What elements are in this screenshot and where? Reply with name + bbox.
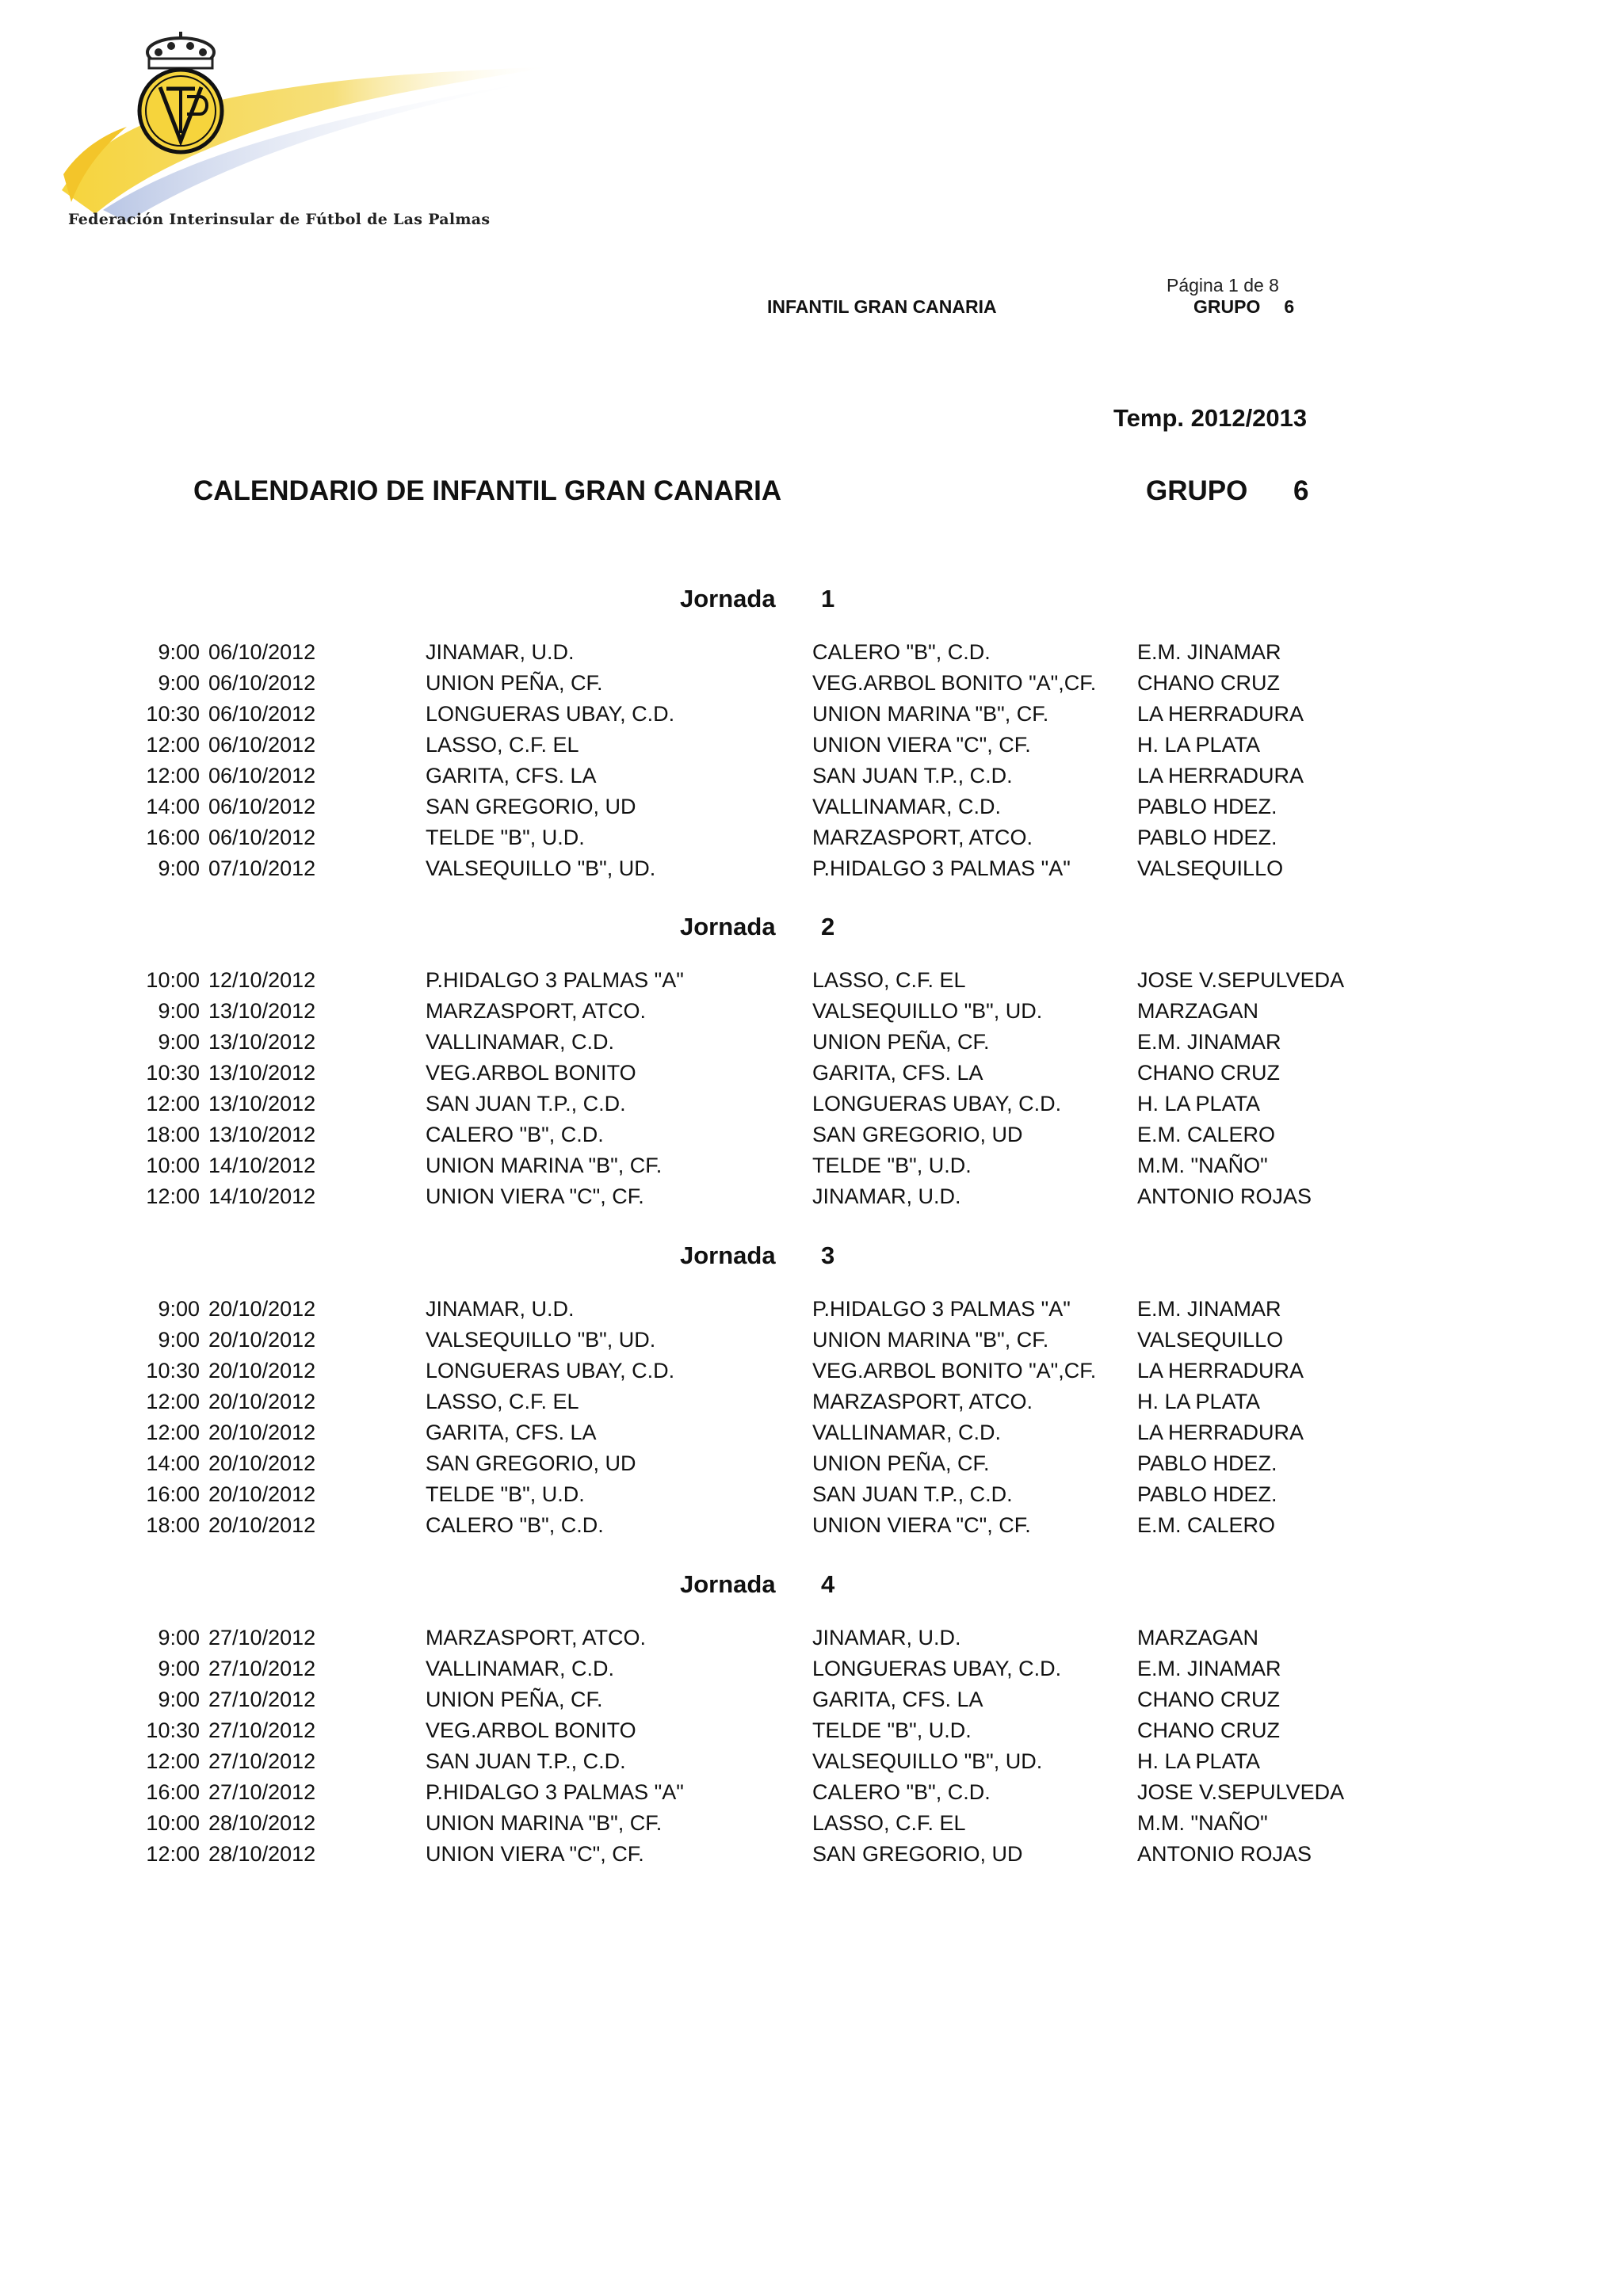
away-team: GARITA, CFS. LA: [812, 1688, 983, 1711]
match-date: 06/10/2012: [208, 733, 316, 757]
match-date: 13/10/2012: [208, 1123, 316, 1146]
away-team: VEG.ARBOL BONITO "A",CF.: [812, 1359, 1097, 1383]
match-time: 10:30: [146, 702, 200, 726]
home-team: SAN GREGORIO, UD: [426, 1451, 636, 1475]
match-venue: H. LA PLATA: [1137, 1092, 1261, 1116]
match-venue: H. LA PLATA: [1137, 1749, 1261, 1773]
match-row: [0, 1482, 1426, 1513]
match-time: 12:00: [146, 764, 200, 788]
match-date: 14/10/2012: [208, 1184, 316, 1208]
match-venue: CHANO CRUZ: [1137, 1688, 1280, 1711]
match-time: 9:00: [158, 1328, 200, 1352]
jornada-number: 1: [821, 585, 835, 612]
match-date: 27/10/2012: [208, 1780, 316, 1804]
match-row: [0, 1513, 1426, 1544]
match-row: [0, 968, 1426, 999]
away-team: VALSEQUILLO "B", UD.: [812, 999, 1043, 1023]
match-time: 9:00: [158, 999, 200, 1023]
match-time: 9:00: [158, 1297, 200, 1321]
page-title: CALENDARIO DE INFANTIL GRAN CANARIA: [193, 475, 782, 506]
home-team: GARITA, CFS. LA: [426, 1421, 597, 1444]
match-date: 28/10/2012: [208, 1811, 316, 1835]
match-venue: PABLO HDEZ.: [1137, 826, 1277, 849]
match-row: [0, 1451, 1426, 1482]
match-date: 27/10/2012: [208, 1688, 316, 1711]
home-team: P.HIDALGO 3 PALMAS "A": [426, 968, 684, 992]
match-date: 06/10/2012: [208, 795, 316, 818]
match-venue: E.M. JINAMAR: [1137, 1297, 1281, 1321]
match-venue: E.M. JINAMAR: [1137, 1657, 1281, 1680]
match-venue: H. LA PLATA: [1137, 1390, 1261, 1413]
away-team: SAN JUAN T.P., C.D.: [812, 1482, 1013, 1506]
header-group-number: 6: [1284, 296, 1295, 317]
home-team: CALERO "B", C.D.: [426, 1123, 604, 1146]
match-row: [0, 1390, 1426, 1421]
match-date: 12/10/2012: [208, 968, 316, 992]
match-venue: CHANO CRUZ: [1137, 671, 1280, 695]
match-time: 12:00: [146, 1390, 200, 1413]
away-team: VEG.ARBOL BONITO "A",CF.: [812, 671, 1097, 695]
away-team: MARZASPORT, ATCO.: [812, 826, 1033, 849]
match-date: 13/10/2012: [208, 1092, 316, 1116]
match-row: [0, 1061, 1426, 1092]
match-time: 18:00: [146, 1513, 200, 1537]
match-time: 12:00: [146, 1092, 200, 1116]
jornada-number: 4: [821, 1570, 835, 1598]
match-row: [0, 1328, 1426, 1359]
away-team: SAN GREGORIO, UD: [812, 1842, 1023, 1866]
away-team: TELDE "B", U.D.: [812, 1154, 972, 1177]
away-team: UNION MARINA "B", CF.: [812, 1328, 1049, 1352]
away-team: JINAMAR, U.D.: [812, 1184, 961, 1208]
home-team: LASSO, C.F. EL: [426, 1390, 579, 1413]
match-row: [0, 1626, 1426, 1657]
match-time: 9:00: [158, 856, 200, 880]
home-team: UNION PEÑA, CF.: [426, 1688, 603, 1711]
away-team: P.HIDALGO 3 PALMAS "A": [812, 856, 1071, 880]
home-team: P.HIDALGO 3 PALMAS "A": [426, 1780, 684, 1804]
match-date: 07/10/2012: [208, 856, 316, 880]
away-team: SAN GREGORIO, UD: [812, 1123, 1023, 1146]
home-team: VALSEQUILLO "B", UD.: [426, 856, 656, 880]
match-time: 10:00: [146, 1811, 200, 1835]
match-date: 28/10/2012: [208, 1842, 316, 1866]
title-group-label: GRUPO: [1146, 475, 1248, 506]
home-team: UNION PEÑA, CF.: [426, 671, 603, 695]
match-time: 12:00: [146, 1842, 200, 1866]
match-venue: PABLO HDEZ.: [1137, 1482, 1277, 1506]
home-team: SAN JUAN T.P., C.D.: [426, 1749, 626, 1773]
match-date: 13/10/2012: [208, 999, 316, 1023]
match-row: [0, 999, 1426, 1030]
match-row: [0, 1297, 1426, 1328]
away-team: UNION VIERA "C", CF.: [812, 733, 1031, 757]
away-team: UNION PEÑA, CF.: [812, 1451, 990, 1475]
jornada-label: Jornada: [680, 913, 776, 940]
match-time: 9:00: [158, 640, 200, 664]
away-team: VALLINAMAR, C.D.: [812, 795, 1002, 818]
match-venue: E.M. CALERO: [1137, 1123, 1276, 1146]
jornada-label: Jornada: [680, 1570, 776, 1598]
jornada-number: 2: [821, 913, 835, 940]
home-team: SAN GREGORIO, UD: [426, 795, 636, 818]
match-venue: ANTONIO ROJAS: [1137, 1842, 1312, 1866]
home-team: LASSO, C.F. EL: [426, 733, 579, 757]
home-team: VEG.ARBOL BONITO: [426, 1061, 636, 1085]
match-date: 06/10/2012: [208, 826, 316, 849]
match-date: 06/10/2012: [208, 702, 316, 726]
match-venue: MARZAGAN: [1137, 999, 1259, 1023]
match-venue: JOSE V.SEPULVEDA: [1137, 1780, 1345, 1804]
home-team: UNION VIERA "C", CF.: [426, 1842, 644, 1866]
match-venue: VALSEQUILLO: [1137, 856, 1284, 880]
match-row: [0, 856, 1426, 887]
match-row: [0, 1688, 1426, 1718]
federation-name: Federación Interinsular de Fútbol de Las Palmas: [68, 211, 491, 228]
match-time: 12:00: [146, 733, 200, 757]
match-row: [0, 1718, 1426, 1749]
match-time: 14:00: [146, 795, 200, 818]
jornada-number: 3: [821, 1241, 835, 1269]
home-team: MARZASPORT, ATCO.: [426, 1626, 647, 1650]
page-number: Página 1 de 8: [1167, 275, 1279, 296]
away-team: LONGUERAS UBAY, C.D.: [812, 1092, 1062, 1116]
home-team: LONGUERAS UBAY, C.D.: [426, 702, 675, 726]
match-date: 20/10/2012: [208, 1451, 316, 1475]
match-date: 20/10/2012: [208, 1328, 316, 1352]
match-time: 9:00: [158, 671, 200, 695]
away-team: CALERO "B", C.D.: [812, 640, 991, 664]
match-row: [0, 1657, 1426, 1688]
away-team: GARITA, CFS. LA: [812, 1061, 983, 1085]
match-time: 18:00: [146, 1123, 200, 1146]
match-row: [0, 826, 1426, 856]
match-venue: M.M. "NAÑO": [1137, 1811, 1268, 1835]
away-team: LASSO, C.F. EL: [812, 1811, 966, 1835]
match-time: 9:00: [158, 1657, 200, 1680]
match-time: 12:00: [146, 1421, 200, 1444]
match-row: [0, 1749, 1426, 1780]
match-row: [0, 1123, 1426, 1154]
match-venue: LA HERRADURA: [1137, 1359, 1304, 1383]
jornada-label: Jornada: [680, 1241, 776, 1269]
away-team: VALLINAMAR, C.D.: [812, 1421, 1002, 1444]
match-time: 12:00: [146, 1184, 200, 1208]
jornada-header: [0, 1570, 1426, 1605]
jornada-label: Jornada: [680, 585, 776, 612]
home-team: MARZASPORT, ATCO.: [426, 999, 647, 1023]
match-venue: LA HERRADURA: [1137, 764, 1304, 788]
match-venue: E.M. CALERO: [1137, 1513, 1276, 1537]
title-group: [1146, 475, 1309, 507]
jornada-header: [0, 585, 1426, 620]
title-group-number: 6: [1293, 475, 1309, 506]
match-row: [0, 1811, 1426, 1842]
match-time: 10:00: [146, 968, 200, 992]
away-team: SAN JUAN T.P., C.D.: [812, 764, 1013, 788]
match-row: [0, 702, 1426, 733]
away-team: UNION VIERA "C", CF.: [812, 1513, 1031, 1537]
home-team: TELDE "B", U.D.: [426, 826, 585, 849]
match-row: [0, 764, 1426, 795]
match-time: 9:00: [158, 1626, 200, 1650]
match-date: 13/10/2012: [208, 1030, 316, 1054]
match-time: 9:00: [158, 1688, 200, 1711]
match-venue: VALSEQUILLO: [1137, 1328, 1284, 1352]
match-time: 16:00: [146, 1780, 200, 1804]
home-team: UNION MARINA "B", CF.: [426, 1154, 663, 1177]
match-venue: CHANO CRUZ: [1137, 1061, 1280, 1085]
home-team: TELDE "B", U.D.: [426, 1482, 585, 1506]
match-date: 06/10/2012: [208, 640, 316, 664]
match-time: 10:30: [146, 1359, 200, 1383]
match-venue: PABLO HDEZ.: [1137, 795, 1277, 818]
home-team: CALERO "B", C.D.: [426, 1513, 604, 1537]
match-venue: H. LA PLATA: [1137, 733, 1261, 757]
home-team: VEG.ARBOL BONITO: [426, 1718, 636, 1742]
jornada-header: [0, 1241, 1426, 1276]
home-team: SAN JUAN T.P., C.D.: [426, 1092, 626, 1116]
away-team: P.HIDALGO 3 PALMAS "A": [812, 1297, 1071, 1321]
match-venue: LA HERRADURA: [1137, 1421, 1304, 1444]
match-date: 20/10/2012: [208, 1359, 316, 1383]
match-venue: E.M. JINAMAR: [1137, 640, 1281, 664]
match-time: 12:00: [146, 1749, 200, 1773]
match-time: 10:30: [146, 1061, 200, 1085]
away-team: TELDE "B", U.D.: [812, 1718, 972, 1742]
crown-icon: [147, 32, 214, 68]
match-venue: CHANO CRUZ: [1137, 1718, 1280, 1742]
match-time: 10:30: [146, 1718, 200, 1742]
away-team: JINAMAR, U.D.: [812, 1626, 961, 1650]
home-team: GARITA, CFS. LA: [426, 764, 597, 788]
away-team: MARZASPORT, ATCO.: [812, 1390, 1033, 1413]
match-row: [0, 1030, 1426, 1061]
match-row: [0, 1184, 1426, 1215]
home-team: JINAMAR, U.D.: [426, 640, 575, 664]
match-venue: JOSE V.SEPULVEDA: [1137, 968, 1345, 992]
match-date: 06/10/2012: [208, 764, 316, 788]
away-team: VALSEQUILLO "B", UD.: [812, 1749, 1043, 1773]
season-label: Temp. 2012/2013: [1113, 404, 1308, 432]
match-venue: PABLO HDEZ.: [1137, 1451, 1277, 1475]
jornada-header: [0, 913, 1426, 948]
match-time: 10:00: [146, 1154, 200, 1177]
match-row: [0, 1359, 1426, 1390]
away-team: CALERO "B", C.D.: [812, 1780, 991, 1804]
match-venue: E.M. JINAMAR: [1137, 1030, 1281, 1054]
home-team: VALLINAMAR, C.D.: [426, 1030, 615, 1054]
match-time: 14:00: [146, 1451, 200, 1475]
match-row: [0, 1154, 1426, 1184]
match-row: [0, 1842, 1426, 1873]
shield-emblem-icon: [139, 70, 222, 152]
home-team: VALLINAMAR, C.D.: [426, 1657, 615, 1680]
away-team: LONGUERAS UBAY, C.D.: [812, 1657, 1062, 1680]
home-team: UNION VIERA "C", CF.: [426, 1184, 644, 1208]
match-venue: MARZAGAN: [1137, 1626, 1259, 1650]
match-row: [0, 1421, 1426, 1451]
match-date: 20/10/2012: [208, 1390, 316, 1413]
home-team: UNION MARINA "B", CF.: [426, 1811, 663, 1835]
home-team: VALSEQUILLO "B", UD.: [426, 1328, 656, 1352]
match-row: [0, 1092, 1426, 1123]
match-date: 27/10/2012: [208, 1657, 316, 1680]
match-time: 16:00: [146, 826, 200, 849]
match-row: [0, 733, 1426, 764]
match-time: 16:00: [146, 1482, 200, 1506]
match-date: 27/10/2012: [208, 1749, 316, 1773]
match-date: 14/10/2012: [208, 1154, 316, 1177]
match-date: 20/10/2012: [208, 1421, 316, 1444]
match-date: 27/10/2012: [208, 1718, 316, 1742]
match-time: 9:00: [158, 1030, 200, 1054]
match-date: 20/10/2012: [208, 1482, 316, 1506]
away-team: UNION MARINA "B", CF.: [812, 702, 1049, 726]
header-group: [1193, 296, 1294, 318]
match-venue: LA HERRADURA: [1137, 702, 1304, 726]
header-group-label: GRUPO: [1193, 296, 1261, 317]
match-venue: M.M. "NAÑO": [1137, 1154, 1268, 1177]
match-date: 27/10/2012: [208, 1626, 316, 1650]
match-row: [0, 1780, 1426, 1811]
match-row: [0, 795, 1426, 826]
match-row: [0, 671, 1426, 702]
match-row: [0, 640, 1426, 671]
away-team: UNION PEÑA, CF.: [812, 1030, 990, 1054]
match-date: 20/10/2012: [208, 1513, 316, 1537]
away-team: LASSO, C.F. EL: [812, 968, 966, 992]
home-team: JINAMAR, U.D.: [426, 1297, 575, 1321]
match-venue: ANTONIO ROJAS: [1137, 1184, 1312, 1208]
header-competition: INFANTIL GRAN CANARIA: [767, 296, 997, 317]
match-date: 13/10/2012: [208, 1061, 316, 1085]
match-date: 06/10/2012: [208, 671, 316, 695]
match-date: 20/10/2012: [208, 1297, 316, 1321]
home-team: LONGUERAS UBAY, C.D.: [426, 1359, 675, 1383]
